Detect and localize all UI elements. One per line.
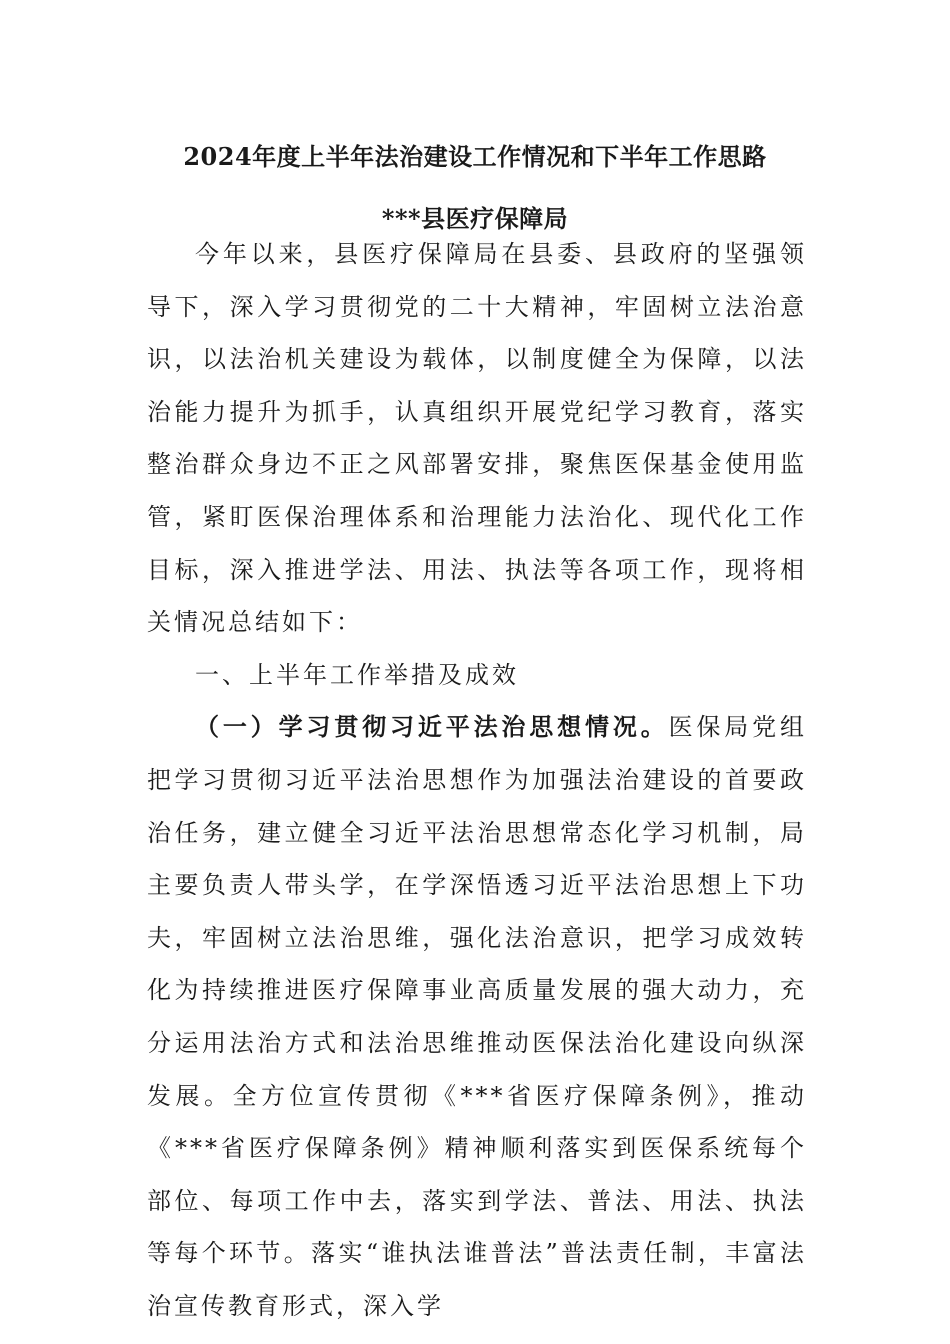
document-organization: ***县医疗保障局 [381, 204, 569, 233]
document-body [147, 228, 807, 1332]
intro-paragraph: 今年以来，县医疗保障局在县委、县政府的坚强领导下，深入学习贯彻党的二十大精神，牢固树立法治意识，以法治机关建设为载体，以制度健全为保障，以法治能力提升为抓手，认真组织开展党纪学习教育，落实整治群众身边不正之风部署安排，聚焦医保基金使用监管，紧盯医保治理体系和治理能力法治化、现代化工作目标，深入推进学法、用法、执法等各项工作，现将相关情况总结如下： [147, 240, 807, 637]
subsection-paragraph [147, 701, 807, 1332]
section-heading: 一、上半年工作举措及成效 [195, 660, 519, 689]
subsection-heading: （一）学习贯彻习近平法治思想情况。 [195, 712, 669, 742]
document-title: 2024年度上半年法治建设工作情况和下半年工作思路 [183, 142, 767, 171]
subsection-body: 医保局党组把学习贯彻习近平法治思想作为加强法治建设的首要政治任务，建立健全习近平法治思想常态化学习机制，局主要负责人带头学，在学深悟透习近平法治思想上下功夫，牢固树立法治思维，强化法治意识，把学习成效转化为持续推进医疗保障事业高质量发展的强大动力，充分运用法治方式和法治思维推动医保法治化建设向纵深发展。全方位宣传贯彻《***省医疗保障条例》，推动《***省医疗保障条例》精神顺利落实到医保系统每个部位、每项工作中去，落实到学法、普法、用法、执法等每个环节。落实“谁执法谁普法”普法责任制，丰富法治宣传教育形式，深入学 [147, 713, 808, 1320]
